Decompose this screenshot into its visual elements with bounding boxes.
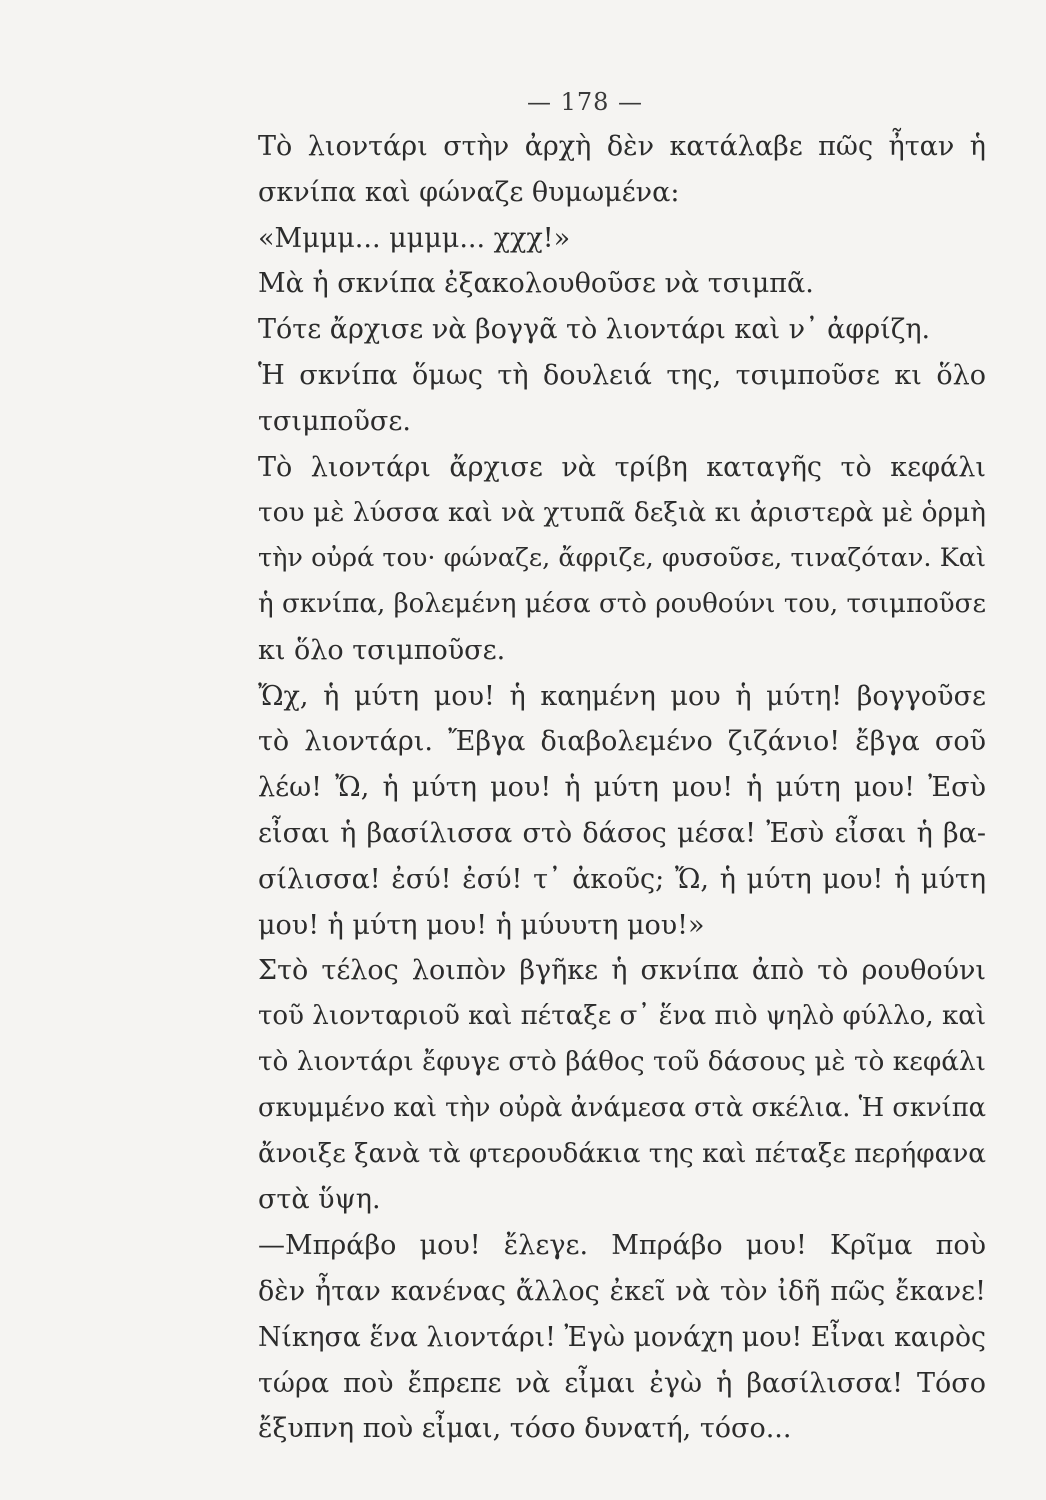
text-line: εἶσαι ἡ βασίλισσα στὸ δάσος μέσα! Ἐσὺ εἶσαι ἡ βα- (258, 817, 986, 849)
text-line: Ὤχ, ἡ μύτη μου! ἡ καημένη μου ἡ μύτη! βογγοῦσε (258, 680, 986, 712)
text-line: Νίκησα ἕνα λιοντάρι! Ἐγὼ μονάχη μου! Εἶναι καιρὸς (258, 1321, 986, 1353)
text-line: Στὸ τέλος λοιπὸν βγῆκε ἡ σκνίπα ἀπὸ τὸ ρουθούνι (258, 955, 986, 987)
text-line: τὸ λιοντάρι ἔφυγε στὸ βάθος τοῦ δάσους μὲ τὸ κεφάλι (258, 1046, 986, 1077)
text-line: τὸ λιοντάρι. Ἔβγα διαβολεμένο ζιζάνιο! ἔβγα σοῦ (258, 726, 986, 758)
text-line: ἔξυπνη ποὺ εἶμαι, τόσο δυνατή, τόσο... (258, 1413, 792, 1445)
text-line: τσιμποῦσε. (258, 405, 411, 437)
text-line: Τότε ἄρχισε νὰ βογγᾶ τὸ λιοντάρι καὶ ν᾽ ἀφρίζη. (258, 314, 931, 346)
text-line: —Μπράβο μου! ἔλεγε. Μπράβο μου! Κρῖμα ποὺ (258, 1230, 986, 1262)
text-line: ἡ σκνίπα, βολεμένη μέσα στὸ ρουθούνι του, τσιμποῦσε (258, 588, 986, 619)
text-line: ἄνοιξε ξανὰ τὰ φτερουδάκια της καὶ πέταξε περήφανα (258, 1138, 986, 1169)
text-line: σίλισσα! ἐσύ! ἐσύ! τ᾽ ἀκοῦς; Ὤ, ἡ μύτη μου! ἡ μύτη (258, 863, 986, 895)
text-line: τὴν οὐρά του· φώναζε, ἄφριζε, φυσοῦσε, τιναζόταν. Καὶ (258, 543, 986, 574)
text-line: τώρα ποὺ ἔπρεπε νὰ εἶμαι ἐγὼ ἡ βασίλισσα! Τόσο (258, 1367, 986, 1399)
text-line: Τὸ λιοντάρι ἄρχισε νὰ τρίβη καταγῆς τὸ κεφάλι (258, 451, 986, 483)
text-line: σκνίπα καὶ φώναζε θυμωμένα: (258, 176, 680, 208)
text-line: Ἡ σκνίπα ὅμως τὴ δουλειά της, τσιμποῦσε κι ὅλο (258, 359, 986, 391)
text-line: στὰ ὕψη. (258, 1184, 381, 1216)
text-line: κι ὅλο τσιμποῦσε. (258, 634, 506, 666)
text-line: «Μμμμ... μμμμ... χχχ!» (258, 222, 571, 254)
text-line: τοῦ λιονταριοῦ καὶ πέταξε σ᾽ ἕνα πιὸ ψηλὸ φύλλο, καὶ (258, 1001, 986, 1032)
text-line: λέω! Ὤ, ἡ μύτη μου! ἡ μύτη μου! ἡ μύτη μου! Ἐσὺ (258, 772, 986, 804)
text-line: σκυμμένο καὶ τὴν οὐρὰ ἀνάμεσα στὰ σκέλια. Ἡ σκνίπα (258, 1092, 986, 1123)
page-number: — 178 — (526, 88, 644, 116)
text-line: δὲν ἦταν κανένας ἄλλος ἐκεῖ νὰ τὸν ἰδῆ πῶς ἔκανε! (258, 1275, 986, 1307)
text-line: του μὲ λύσσα καὶ νὰ χτυπᾶ δεξιὰ κι ἀριστερὰ μὲ ὁρμὴ (258, 497, 986, 529)
text-line: Μὰ ἡ σκνίπα ἐξακολουθοῦσε νὰ τσιμπᾶ. (258, 268, 814, 300)
text-line: Τὸ λιοντάρι στὴν ἀρχὴ δὲν κατάλαβε πῶς ἦταν ἡ (258, 131, 986, 162)
body-text (258, 124, 986, 1452)
text-line: μου! ἡ μύτη μου! ἡ μύυυτη μου!» (258, 909, 705, 941)
